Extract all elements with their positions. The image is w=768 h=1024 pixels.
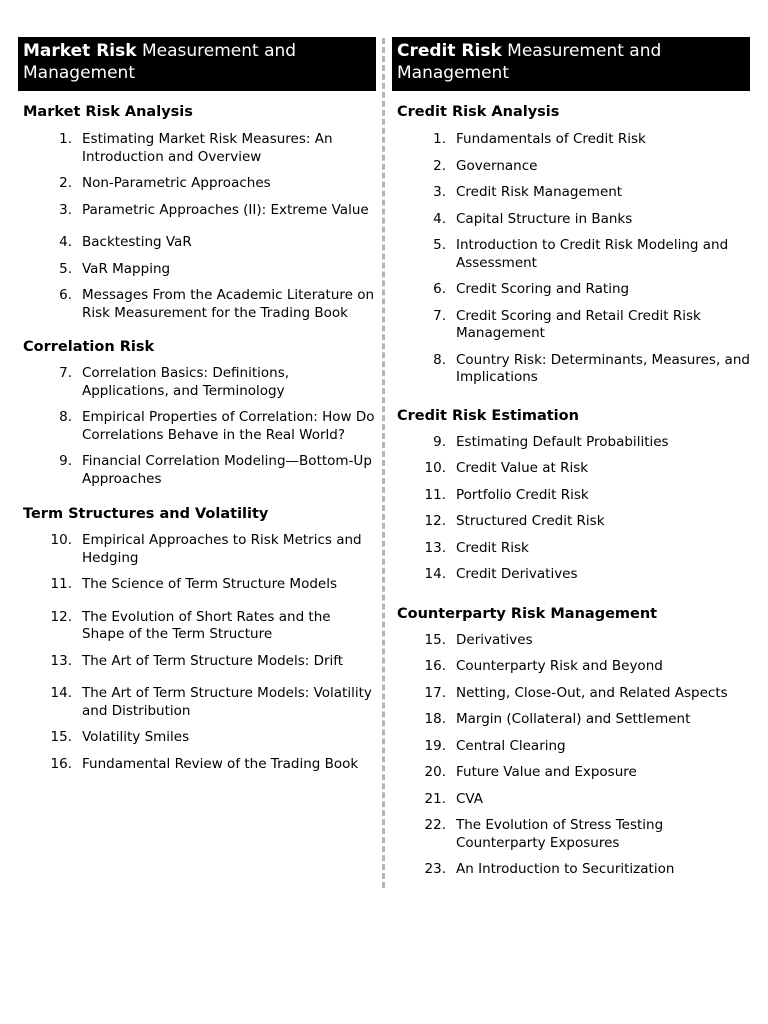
item-number: 14. (424, 566, 446, 582)
list-item (392, 184, 750, 202)
item-text: Empirical Approaches to Risk Metrics and Hedging (82, 532, 362, 566)
item-text: Fundamental Review of the Trading Book (82, 755, 359, 772)
item-number: 6. (59, 287, 72, 303)
list-item (18, 532, 376, 567)
item-number: 11. (50, 576, 72, 592)
list-item (392, 738, 750, 756)
list-item (392, 764, 750, 782)
item-text: Fundamentals of Credit Risk (456, 131, 646, 147)
item-text: Future Value and Exposure (456, 764, 637, 780)
item-number: 23. (424, 861, 446, 877)
item-number: 10. (424, 460, 446, 476)
item-text: Netting, Close-Out, and Related Aspects (456, 684, 728, 701)
market-risk-column (18, 37, 376, 773)
list-item (392, 685, 750, 703)
item-number: 21. (424, 790, 446, 807)
list-item (18, 409, 376, 444)
list-item (18, 234, 376, 252)
item-text: Financial Correlation Modeling—Bottom-Up Approaches (82, 453, 372, 487)
item-text: Correlation Basics: Definitions, Applications, and Terminology (82, 365, 290, 399)
credit-risk-analysis-list (392, 131, 750, 387)
item-number: 8. (59, 409, 72, 425)
item-number: 2. (433, 157, 446, 174)
list-item (18, 261, 376, 279)
list-item (392, 211, 750, 229)
item-text: The Art of Term Structure Models: Volatility and Distribution (82, 685, 372, 719)
list-item (392, 566, 750, 584)
item-number: 14. (50, 685, 72, 701)
list-item (392, 817, 750, 852)
item-text: CVA (456, 790, 484, 807)
item-text: Non-Parametric Approaches (82, 175, 271, 191)
item-number: 1. (433, 131, 446, 147)
list-item (18, 685, 376, 720)
credit-risk-estimation-list (392, 434, 750, 584)
item-text: VaR Mapping (82, 260, 171, 277)
item-text: Credit Risk (456, 539, 529, 556)
credit-risk-header (392, 37, 750, 91)
item-text: Introduction to Credit Risk Modeling and Assessment (456, 237, 729, 271)
item-number: 3. (59, 201, 72, 218)
item-text: Empirical Properties of Correlation: How Do Correlations Behave in the Real World? (82, 409, 375, 443)
item-number: 4. (433, 210, 446, 227)
item-number: 22. (424, 817, 446, 833)
item-text: Parametric Approaches (II): Extreme Value (82, 201, 369, 218)
section-title-correlation-risk: Correlation Risk (23, 339, 155, 355)
item-number: 2. (59, 175, 72, 191)
list-item (392, 131, 750, 149)
list-item (18, 131, 376, 166)
market-risk-analysis-list (18, 131, 376, 322)
item-number: 9. (59, 453, 72, 469)
item-text: Volatility Smiles (82, 729, 190, 745)
column-divider (382, 38, 385, 888)
list-item (18, 287, 376, 322)
item-number: 3. (433, 184, 446, 200)
correlation-risk-list (18, 365, 376, 488)
list-item (18, 576, 376, 594)
item-number: 17. (424, 684, 446, 701)
item-text: Credit Value at Risk (456, 460, 589, 476)
item-number: 5. (433, 237, 446, 253)
item-text: The Evolution of Stress Testing Counterparty Exposures (456, 817, 664, 851)
list-item (18, 453, 376, 488)
list-item (392, 791, 750, 809)
item-text: Messages From the Academic Literature on Risk Measurement for the Trading Book (82, 287, 375, 321)
item-text: The Science of Term Structure Models (82, 576, 337, 592)
item-text: Country Risk: Determinants, Measures, and Implications (456, 351, 750, 385)
list-item (18, 729, 376, 747)
section-title-credit-risk-analysis: Credit Risk Analysis (397, 104, 560, 120)
item-number: 13. (424, 539, 446, 556)
list-item (392, 460, 750, 478)
item-number: 13. (50, 652, 72, 669)
item-text: Credit Scoring and Retail Credit Risk Management (456, 307, 701, 341)
list-item (392, 308, 750, 343)
list-item (18, 609, 376, 644)
item-text: Governance (456, 157, 538, 174)
item-number: 12. (50, 608, 72, 625)
list-item (18, 653, 376, 671)
item-number: 8. (433, 351, 446, 368)
item-text: Credit Scoring and Rating (456, 281, 630, 297)
section-title-term-structures: Term Structures and Volatility (23, 506, 269, 522)
list-item (392, 632, 750, 650)
list-item (392, 487, 750, 505)
list-item (392, 861, 750, 879)
item-number: 12. (424, 513, 446, 529)
term-structures-list (18, 532, 376, 773)
counterparty-risk-list (392, 632, 750, 879)
list-item (392, 711, 750, 729)
item-number: 15. (424, 631, 446, 648)
item-text: Derivatives (456, 631, 533, 648)
section-title-counterparty-risk: Counterparty Risk Management (397, 605, 658, 622)
market-risk-header (18, 37, 376, 91)
item-number: 20. (424, 764, 446, 780)
item-number: 5. (59, 260, 72, 277)
item-number: 7. (433, 307, 446, 324)
item-text: Credit Risk Management (456, 184, 623, 200)
section-title-market-risk-analysis: Market Risk Analysis (23, 104, 193, 120)
section-title-credit-risk-estimation: Credit Risk Estimation (397, 407, 579, 424)
item-text: Backtesting VaR (82, 234, 192, 250)
item-text: Structured Credit Risk (456, 513, 605, 529)
item-number: 6. (433, 281, 446, 297)
item-text: Margin (Collateral) and Settlement (456, 711, 691, 727)
market-risk-header-rest: Measurement and Management (23, 41, 297, 83)
item-number: 4. (59, 234, 72, 250)
item-number: 9. (433, 433, 446, 450)
item-text: Estimating Default Probabilities (456, 433, 669, 450)
item-text: Central Clearing (456, 737, 566, 754)
item-number: 11. (424, 486, 446, 503)
credit-risk-header-bold: Credit Risk (397, 41, 502, 61)
list-item (392, 434, 750, 452)
list-item (18, 175, 376, 193)
list-item (392, 352, 750, 387)
item-number: 16. (50, 755, 72, 772)
item-number: 10. (50, 532, 72, 548)
item-text: An Introduction to Securitization (456, 861, 675, 877)
item-number: 19. (424, 737, 446, 754)
item-text: The Art of Term Structure Models: Drift (82, 652, 344, 669)
list-item (18, 756, 376, 774)
credit-risk-column (392, 37, 750, 879)
list-item (18, 365, 376, 400)
item-text: Counterparty Risk and Beyond (456, 658, 663, 674)
list-item (392, 237, 750, 272)
item-text: Estimating Market Risk Measures: An Introduction and Overview (82, 131, 333, 165)
item-number: 1. (59, 131, 72, 147)
list-item (392, 540, 750, 558)
item-number: 7. (59, 365, 72, 381)
item-text: Capital Structure in Banks (456, 210, 633, 227)
list-item (18, 202, 376, 220)
item-number: 18. (424, 711, 446, 727)
item-number: 16. (424, 658, 446, 674)
item-text: Portfolio Credit Risk (456, 486, 589, 503)
market-risk-header-bold: Market Risk (23, 41, 137, 61)
list-item (392, 281, 750, 299)
credit-risk-header-rest: Measurement and Management (397, 41, 662, 83)
list-item (392, 658, 750, 676)
item-number: 15. (50, 729, 72, 745)
list-item (392, 513, 750, 531)
item-text: Credit Derivatives (456, 566, 578, 582)
item-text: The Evolution of Short Rates and the Shape of the Term Structure (82, 608, 331, 642)
list-item (392, 158, 750, 176)
